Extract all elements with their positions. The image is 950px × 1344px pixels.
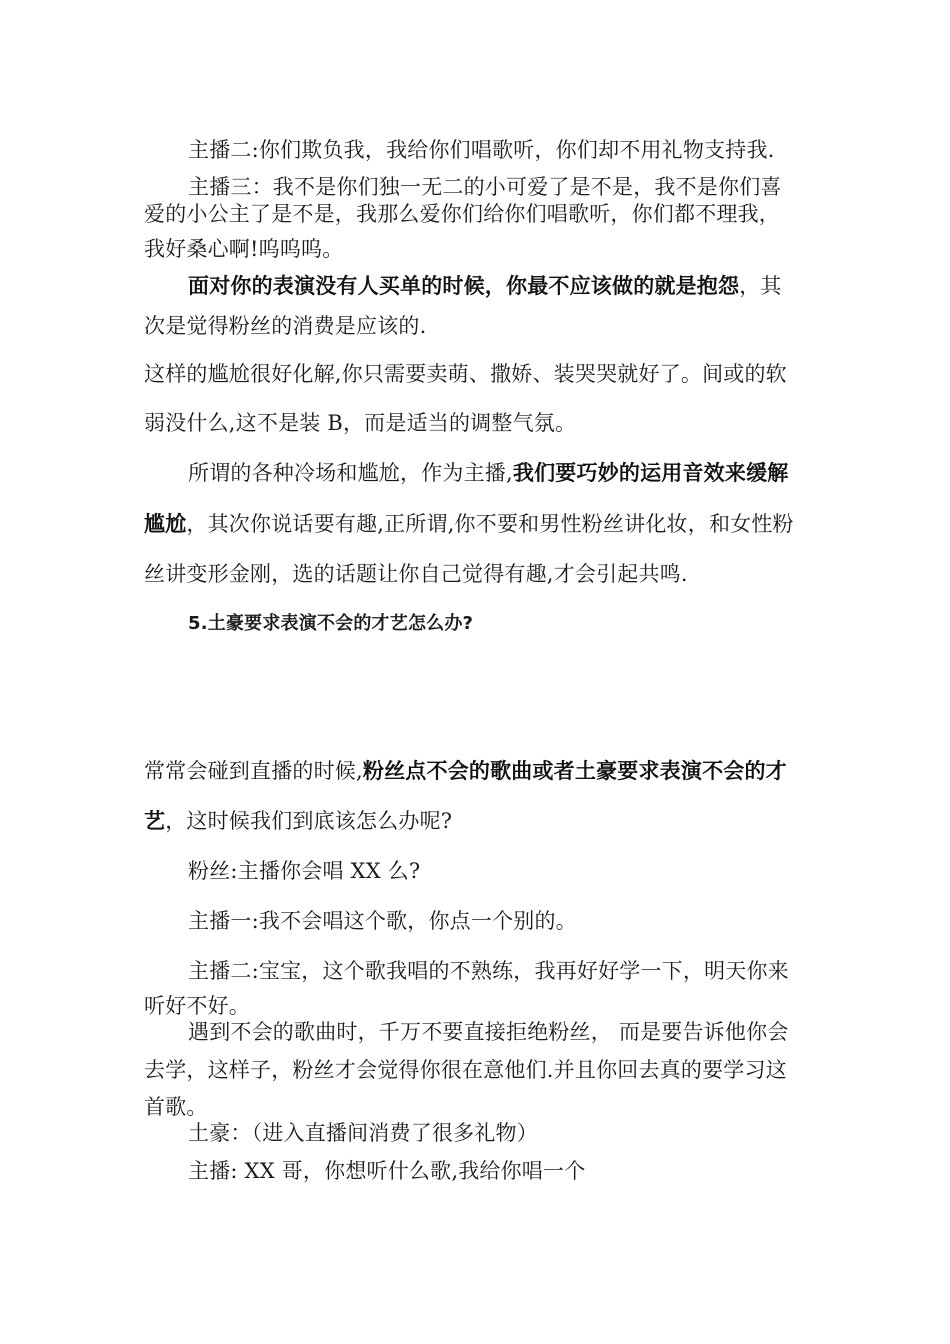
paragraph-advice-line1: 遇到不会的歌曲时，千万不要直接拒绝粉丝， 而是要告诉他你会 — [188, 1020, 789, 1044]
section-heading-5: 5.土豪要求表演不会的才艺怎么办? — [188, 613, 474, 634]
bold-text: 面对你的表演没有人买单的时候，你最不应该做的就是抱怨 — [188, 273, 740, 298]
paragraph-host-three-line3: 我好桑心啊!呜呜呜。 — [144, 237, 344, 261]
bold-text: 我们要巧妙的运用音效来缓解 — [512, 460, 789, 485]
paragraph-sound-effects-line1 — [188, 459, 788, 487]
plain-text: 常常会碰到直播的时候, — [144, 759, 363, 783]
bold-text: 尴尬 — [144, 511, 187, 536]
plain-text: ，这时候我们到底该怎么办呢? — [165, 809, 453, 833]
paragraph-unknown-song-line2 — [144, 807, 452, 835]
paragraph-host-one-reply: 主播一:我不会唱这个歌，你点一个别的。 — [188, 909, 577, 933]
paragraph-unknown-song-line1 — [144, 757, 787, 785]
paragraph-host-two-complaint: 主播二:你们欺负我，我给你们唱歌听，你们却不用礼物支持我. — [188, 138, 775, 162]
paragraph-sound-effects-line2 — [144, 510, 794, 538]
paragraph-host-two-reply-line1: 主播二:宝宝，这个歌我唱的不熟练，我再好好学一下，明天你来 — [188, 959, 789, 983]
bold-text: 粉丝点不会的歌曲或者土豪要求表演不会的才 — [362, 758, 787, 783]
plain-text: 所谓的各种冷场和尴尬，作为主播, — [188, 461, 513, 485]
paragraph-host-two-reply-line2: 听好不好。 — [144, 994, 250, 1018]
plain-text: ，其次你说话要有趣,正所谓,你不要和男性粉丝讲化妆，和女性粉 — [186, 512, 794, 536]
paragraph-fan-question: 粉丝:主播你会唱 XX 么? — [188, 859, 421, 883]
plain-text: ，其 — [739, 274, 782, 298]
paragraph-advice-line3: 首歌。 — [144, 1095, 208, 1119]
paragraph-sound-effects-line3: 丝讲变形金刚，选的话题让你自己觉得有趣,才会引起共鸣. — [144, 562, 688, 586]
paragraph-tuhao-action: 土豪：（进入直播间消费了很多礼物） — [188, 1121, 538, 1145]
paragraph-no-complaint-line1 — [188, 272, 782, 300]
paragraph-resolve-awkward-line2: 弱没什么,这不是装 B，而是适当的调整气氛。 — [144, 411, 577, 435]
paragraph-host-three-line2: 爱的小公主了是不是，我那么爱你们给你们唱歌听，你们都不理我， — [144, 202, 780, 226]
bold-text: 艺 — [144, 808, 166, 833]
paragraph-resolve-awkward-line1: 这样的尴尬很好化解,你只需要卖萌、撒娇、装哭哭就好了。间或的软 — [144, 362, 787, 386]
paragraph-host-to-tuhao: 主播: XX 哥，你想听什么歌,我给你唱一个 — [188, 1159, 586, 1183]
paragraph-host-three-line1: 主播三：我不是你们独一无二的小可爱了是不是，我不是你们喜 — [188, 175, 782, 199]
paragraph-advice-line2: 去学，这样子，粉丝才会觉得你很在意他们.并且你回去真的要学习这 — [144, 1058, 787, 1082]
paragraph-no-complaint-line2: 次是觉得粉丝的消费是应该的. — [144, 314, 427, 338]
